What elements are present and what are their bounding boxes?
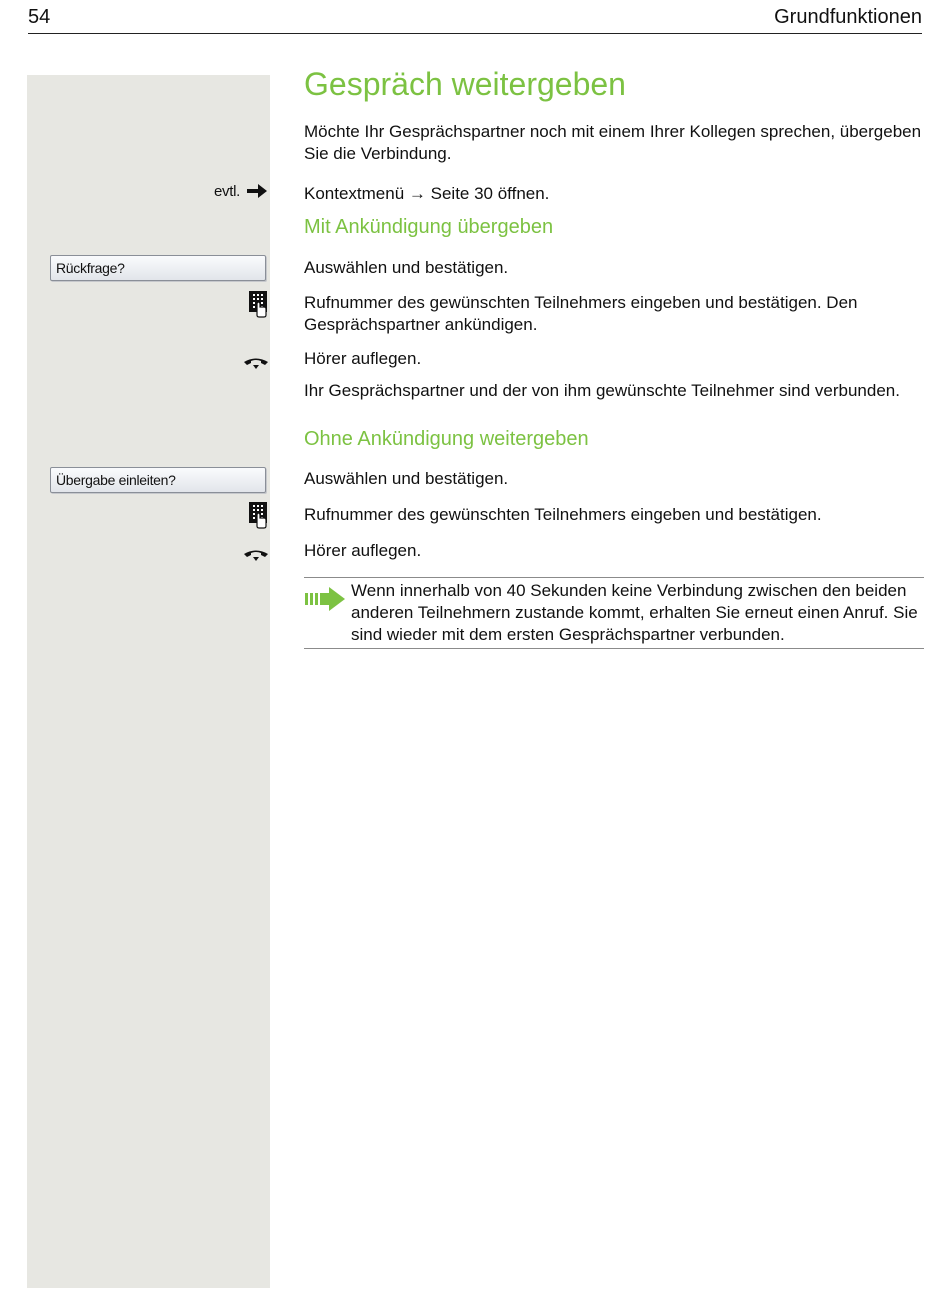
keypad-icon — [248, 290, 270, 318]
hangup-text-announced: Hörer auflegen. — [304, 349, 422, 368]
softkey-rueckfrage[interactable]: Rückfrage? — [50, 255, 266, 281]
intro-text: Möchte Ihr Gesprächspartner noch mit einem Ihrer Kollegen sprechen, übergeben Sie die Verbindung. — [304, 122, 922, 163]
select-text-unannounced: Auswählen und bestätigen. — [304, 469, 509, 488]
context-marker — [214, 182, 268, 200]
heading-announced: Mit Ankündigung übergeben — [304, 216, 554, 238]
select-text-announced: Auswählen und bestätigen. — [304, 258, 509, 277]
evtl-label: evtl. — [213, 182, 240, 200]
softkey-uebergabe-einleiten[interactable]: Übergabe einleiten? — [50, 467, 266, 493]
note-arrow-icon — [304, 586, 346, 612]
keypad-icon — [248, 501, 270, 529]
context-menu-text: Kontextmenü → Seite 30 öffnen. — [304, 184, 550, 203]
note-top-rule — [304, 577, 924, 578]
result-text-announced: Ihr Gesprächspartner und der von ihm gewünschte Teilnehmer sind verbunden. — [304, 381, 900, 400]
dial-text-unannounced: Rufnummer des gewünschten Teilnehmers eingeben und bestätigen. — [304, 505, 822, 524]
page-number: 54 — [28, 6, 51, 28]
heading-unannounced: Ohne Ankündigung weitergeben — [304, 428, 589, 450]
handset-hangup-icon — [242, 356, 270, 370]
hangup-text-unannounced: Hörer auflegen. — [304, 541, 422, 560]
header-divider — [28, 33, 922, 34]
dial-text-announced: Rufnummer des gewünschten Teilnehmers eingeben und bestätigen. Den Gesprächspartner ankündigen. — [304, 293, 858, 334]
note-bottom-rule — [304, 648, 924, 649]
arrow-right-icon — [246, 182, 268, 200]
section-title: Grundfunktionen — [774, 6, 922, 28]
note-text: Wenn innerhalb von 40 Sekunden keine Verbindung zwischen den beiden anderen Teilnehmern zustande kommt, erhalten Sie erneut einen Anruf. Sie sind wieder mit dem ersten Gesprächspartner verbunden. — [351, 581, 918, 644]
page-title: Gespräch weitergeben — [304, 66, 626, 102]
handset-hangup-icon — [242, 548, 270, 562]
